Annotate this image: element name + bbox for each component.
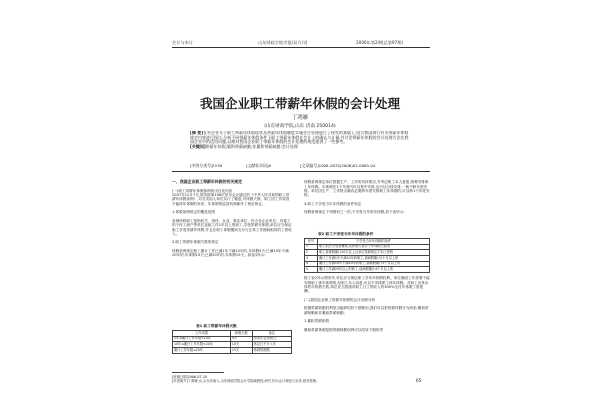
left-paragraph-3: 休假条例规定职工累计工作已满1年不满10年的,年休假5天;已满10年不满20年的,年休假10天;已满20年的,年休假15天。如表1所示: bbox=[172, 249, 289, 258]
keywords-text: 带薪年休假;累积带薪缺勤;非累积带薪缺勤;会计处理 bbox=[205, 143, 298, 149]
right-paragraph-3: 除了表2所示情形外,单位应当保证职工享有年休假权利。单位确因工作需要不能安排职工休年休假的,经职工本人同意,可以不安排职工休年休假。对职工应休未休的年休假天数,单位应当按照该职工日工资收入的300%支付年休假工资报酬。 bbox=[304, 276, 430, 294]
clc-number: [中图分类号]F230 bbox=[190, 163, 223, 168]
table-cell: 3 bbox=[305, 256, 318, 262]
table2-header-cell: 不享受当年年休假的条件 bbox=[318, 239, 430, 245]
table-cell: 2 bbox=[305, 250, 318, 256]
document-code: [文献标识码]A bbox=[246, 163, 272, 168]
table1-header-cell: 休假天数 bbox=[230, 331, 252, 337]
table2-header-cell: 序号 bbox=[305, 239, 318, 245]
table2 bbox=[304, 238, 430, 273]
running-header-journal: 山东财政学院学报(双月刊) bbox=[258, 40, 308, 45]
right-subheading-3: 1.累积带薪休假 bbox=[304, 319, 329, 324]
table-cell: 累计工作满10年不满20年的职工,请病假累计3个月以上的 bbox=[318, 261, 430, 267]
abstract-text: 在对企业关于职工带薪年休假现状及带薪年休假制度实施会计处理进行了探究的基础上,结合我国现行有关带薪年休假规定内容进行探讨,分析不同带薪年休假条件下职工带薪年休假在会计上的确认与计量,并讨论带薪年休假的会计处理方法在我国企业中的适用问题,以期对我国企业职工带薪年休假的会计处理的规范提供了一些参考。 bbox=[190, 131, 409, 145]
header-rule bbox=[172, 47, 430, 48]
table1-header-cell: 备注 bbox=[252, 331, 291, 337]
table-cell: 职工请事假累计20天以上且单位按照规定不扣工资的 bbox=[318, 250, 430, 256]
abstract-label: [摘 要] bbox=[190, 131, 204, 135]
page-number: 65 bbox=[416, 378, 422, 383]
right-subheading-1: 3.职工不享受当年年休假的条件规定 bbox=[304, 201, 362, 206]
left-paragraph-2: 条例所称职工是指机关、团体、企业、事业单位、民办非企业单位、有雇工的个体工商户等单位连续工作1年以上的职工,享受带薪年休假,单位应当保证职工享受带薪年休假,并且在职工休假期间支付与正常工作期间相同的工资收入。 bbox=[172, 218, 292, 236]
table-cell: 1年≤累计工作年限<10年 bbox=[173, 336, 231, 342]
running-header-section: 会计与审计 bbox=[172, 40, 193, 45]
table-cell: 累计工作满20年以上的职工,请病假累计4个月以上的 bbox=[318, 267, 430, 273]
footnote-rule bbox=[172, 372, 224, 373]
right-paragraph-4: 根据带薪缺勤权利是否能够结转下期使用,我们可以把带薪休假分为两类:累积带薪缺勤和非累积带薪缺勤。 bbox=[304, 306, 429, 315]
author-affiliation: (山东财政学院,山东 济南 250014) bbox=[264, 124, 336, 129]
table-cell: 国家法定休假日、 bbox=[252, 336, 291, 342]
table-cell: 10天 bbox=[230, 342, 252, 348]
left-paragraph-1: (一)职工带薪年休假条例的出台及内容 2007年12月7日,国务院第198次常务会议通过的《中华人民共和国职工带薪年休假条例》,对各类用人单位实行了覆盖,对休假天数、职工因工作原因不能休年休假的补偿、年休假的监管机制都作了相应规定。 bbox=[172, 188, 290, 206]
author-name: 丁鸿雁 bbox=[291, 115, 309, 121]
running-header-issue: 2006年第2期(总第97期) bbox=[356, 40, 404, 45]
left-subheading-1: 1.休假条例规定的覆盖范围 bbox=[172, 210, 215, 215]
table-row bbox=[173, 348, 292, 354]
table-cell: 5 bbox=[305, 267, 318, 273]
article-number: [文章编号]1008-2670(2006)02-0065-04 bbox=[300, 163, 376, 168]
table-cell: 累计工作年限≥20年 bbox=[173, 348, 231, 354]
right-paragraph-1: 休假条例规定单位根据生产、工作的具体情况,并考虑职工本人意愿,统筹安排职工年休假。年休假在1个年度内可以集中安排,也可以分段安排,一般不跨年度安排。单位因生产、工作特点确有必要跨年度安排职工年休假的,可以跨1个年度安排。 bbox=[304, 180, 430, 198]
right-subheading-2: (二)我国企业职工带薪年休假的会计处理分析 bbox=[304, 297, 376, 302]
author-bio: [作者简介]丁鸿雁,女,山东济南人,山东财政学院会计学院副教授,研究方向:会计理论与实务,财务管理。 bbox=[172, 379, 320, 384]
table-cell: 5天 bbox=[230, 336, 252, 342]
left-subheading-2: 2.职工带薪年休假天数的规定 bbox=[172, 240, 219, 245]
table-cell: 15天 bbox=[230, 348, 252, 354]
right-paragraph-5: 累积带薪休假是指带薪缺勤权利可以结转下期的带 bbox=[304, 327, 384, 332]
table-cell: 休息日不计入年 bbox=[252, 342, 291, 348]
table-cell: 职工依法享受寒暑假,其休假天数多于年休假天数的 bbox=[318, 244, 430, 250]
section-heading: 一、我国企业职工带薪年休假的有关规定 bbox=[172, 179, 243, 185]
table-cell: 1 bbox=[305, 244, 318, 250]
table-cell: 休假的假期 bbox=[252, 348, 291, 354]
table-cell: 4 bbox=[305, 261, 318, 267]
footnote bbox=[172, 375, 319, 384]
right-paragraph-2: 休假条例规定下列情形之一的,不享受当年的年休假,如下表所示: bbox=[304, 210, 405, 215]
left-column bbox=[172, 176, 292, 322]
table-cell: 10年≤累计工作年限<20年 bbox=[173, 342, 231, 348]
right-column-top bbox=[304, 176, 430, 232]
table1-caption: 表1 职工带薪年休假天数 bbox=[196, 324, 237, 328]
keywords-label: [关键词] bbox=[190, 143, 206, 149]
table2-caption: 表2 职工不享受当年年休假的条件 bbox=[318, 232, 374, 236]
abstract-block bbox=[190, 131, 410, 161]
table-cell: 累计工作满1年不满10年的职工,请病假累计2个月以上的 bbox=[318, 256, 430, 262]
table1 bbox=[172, 330, 292, 354]
article-title: 我国企业职工带薪年休假的会计处理 bbox=[199, 96, 400, 111]
right-column-bottom bbox=[304, 272, 430, 370]
meta-rule bbox=[172, 171, 430, 172]
table1-header-cell: 工作年限 bbox=[173, 331, 231, 337]
received-date: [收稿日期]2006-07-20 bbox=[172, 375, 207, 379]
